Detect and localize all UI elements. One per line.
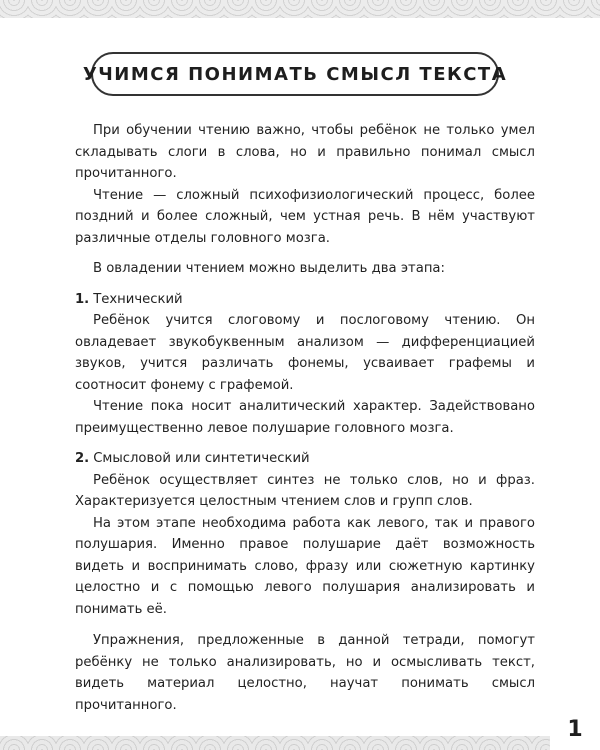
stage-number: 2. <box>75 451 90 466</box>
title-frame <box>82 52 508 96</box>
paragraph-closing: Упражнения, предложенные в данной тетради, помогут ребёнку не только анализировать, но и осмысливать текст, видеть материал целостно, научат понимать смысл прочитанного. <box>75 633 535 713</box>
page-number: 1 <box>567 716 583 742</box>
paragraph-reading-process: Чтение — сложный психофизиологический процесс, более поздний и более сложный, чем устная речь. В нём участвуют различные отделы головного мозга. <box>75 187 535 246</box>
page-number-tab <box>550 708 600 750</box>
stage-item-2 <box>75 448 535 620</box>
stage-paragraph: Ребёнок осуществляет синтез не только слов, но и фраз. Характеризуется целостным чтением слов и групп слов. <box>75 472 535 509</box>
body-text <box>75 120 535 716</box>
paragraph-intro: При обучении чтению важно, чтобы ребёнок не только умел складывать слоги в слова, но и правильно понимал смысл прочитанного. <box>75 123 535 181</box>
stage-heading <box>75 289 535 311</box>
stage-item-1 <box>75 289 535 440</box>
decorative-top-band <box>0 0 600 18</box>
paragraph-stages-intro: В овладении чтением можно выделить два этапа: <box>93 261 445 276</box>
decorative-bottom-band <box>0 736 600 750</box>
stage-paragraph: Ребёнок учится слоговому и послоговому чтению. Он овладевает звукобуквенным анализом — дифференциацией звуков, учится различать фонемы, усваивает графемы и соотносит фонему с графемой. <box>75 313 535 393</box>
stage-title: Технический <box>93 291 183 307</box>
page-title: УЧИМСЯ ПОНИМАТЬ СМЫСЛ ТЕКСТА <box>82 63 508 85</box>
stage-heading <box>75 448 535 470</box>
stage-title: Смысловой или синтетический <box>93 451 310 466</box>
stage-number: 1. <box>75 291 90 307</box>
stage-paragraph: На этом этапе необходима работа как левого, так и правого полушария. Именно правое полушарие даёт возможность видеть и воспринимать слово, фразу или сюжетную картинку целостно и с помощью левого полушария анализировать и понимать её. <box>75 515 535 617</box>
stage-paragraph: Чтение пока носит аналитический характер. Задействовано преимущественно левое полушарие головного мозга. <box>75 399 535 436</box>
